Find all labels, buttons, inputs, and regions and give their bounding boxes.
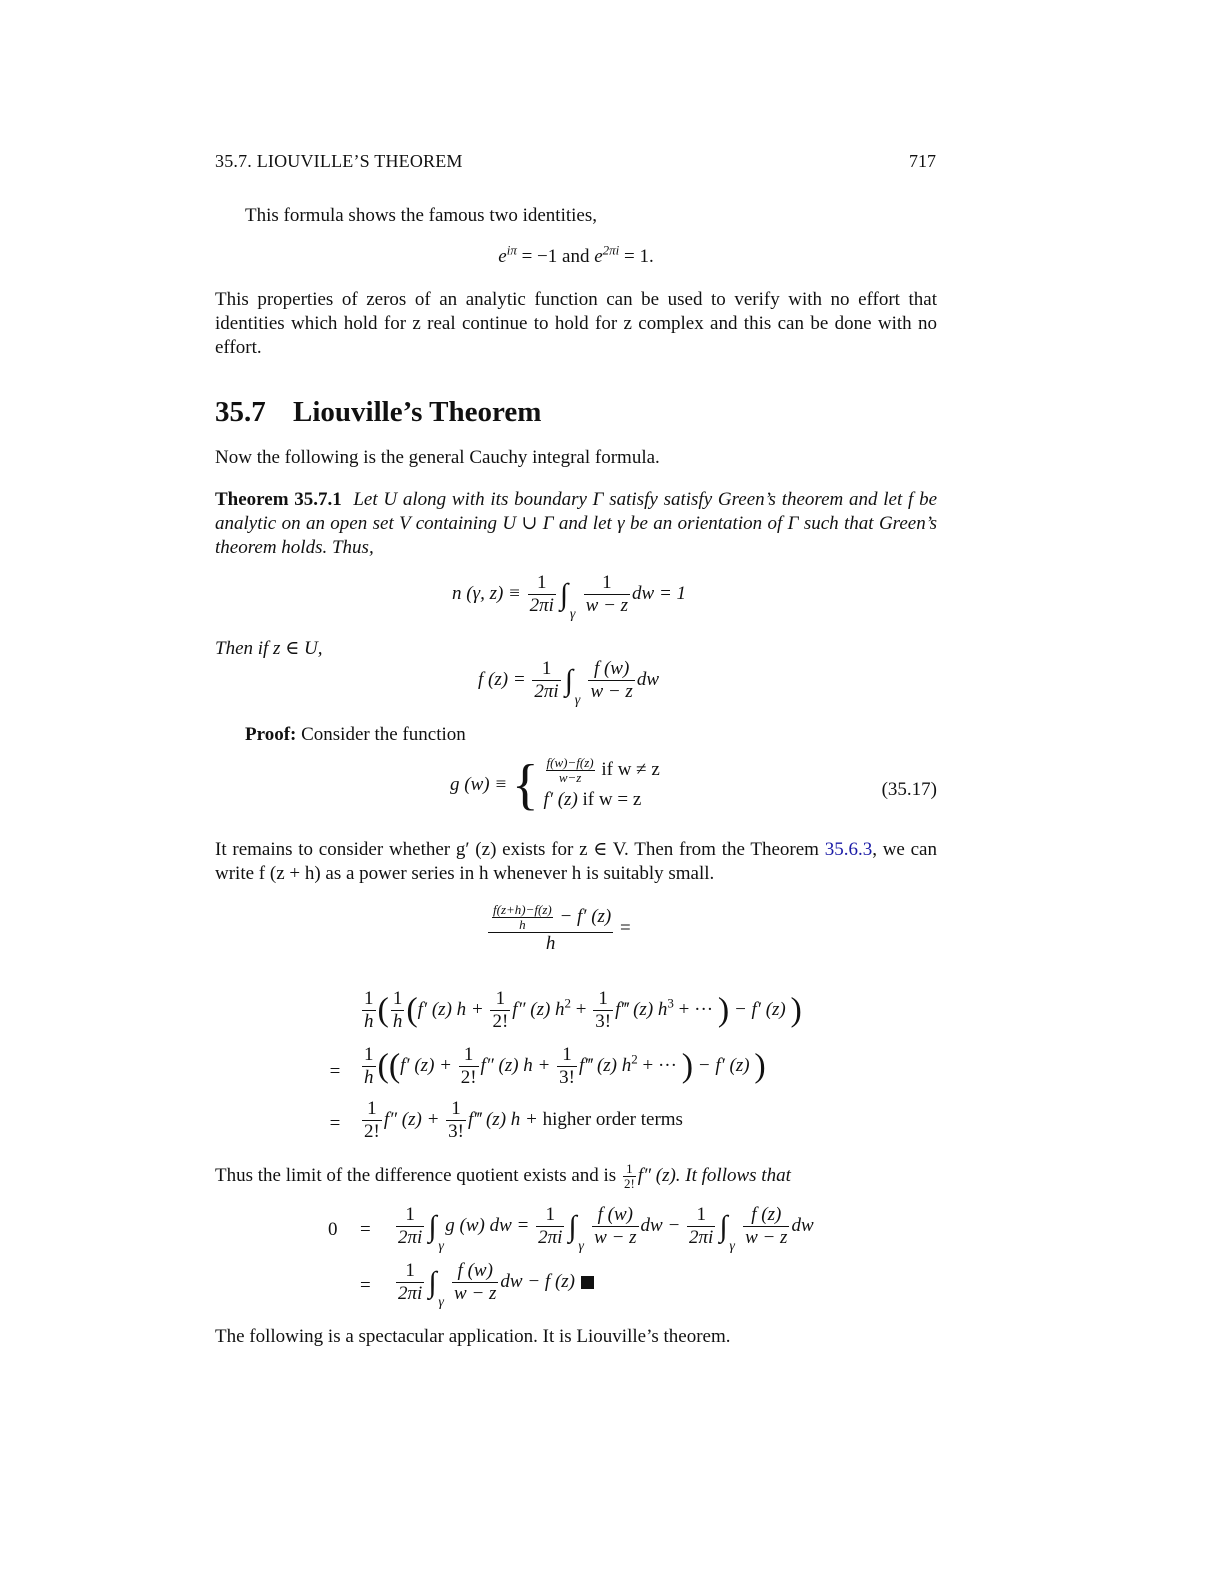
running-header: 35.7. LIOUVILLE’S THEOREM bbox=[215, 151, 463, 171]
proof-label: Proof: bbox=[245, 724, 297, 745]
final-equals-1: = bbox=[360, 1219, 371, 1240]
align-equals-3: = bbox=[329, 1113, 341, 1134]
paragraph-power-series: It remains to consider whether g′ (z) exists for z ∈ V. Then from the Theorem 35.6.3, we can write f (z + h) as a power series in h whenever h is suitably small. bbox=[215, 839, 937, 884]
expansion-line-3: $\frac{1}{2!}$ f″ (z) + $\frac{1}{3!}$ f‴ (z) h + higher order terms bbox=[364, 1098, 683, 1142]
equation-cauchy-formula: f (z) = $\frac{1}{2\pi i}$ ∫ γ $\frac{f (w)}{w - z}$ dw bbox=[478, 658, 660, 708]
final-line-1: $\frac{1}{2\pi i}$ ∫ γ g (w) dw = $\frac{1}{2\pi i}$ ∫ γ $\frac{f (w)}{w - z}$ dw − $\frac{1}{2\pi i}$ ∫ γ $\frac{f (z)}{w - z}$ dw bbox=[398, 1204, 814, 1254]
theorem-statement bbox=[215, 488, 937, 560]
expansion-line-2: $\frac{1}{h}$ ((f′ (z) + $\frac{1}{2!}$ f″ (z) h + $\frac{1}{3!}$ f‴ (z) $h^2$ + ··· ) − f′ (z) ) bbox=[364, 1044, 766, 1088]
final-equals-2: = bbox=[360, 1275, 371, 1296]
paragraph-zeros-properties: This properties of zeros of an analytic function can be used to verify with no effort that identities which hold for z real continue to hold for z complex and this can be done with no effort. bbox=[215, 289, 937, 358]
page-number: 717 bbox=[909, 151, 936, 171]
expansion-line-1: $\frac{1}{h}$ ( $\frac{1}{h}$ (f′ (z) h + $\frac{1}{2!}$ f″ (z) $h^2$ + $\frac{1}{3!}$ f‴ (z) $h^3$ + ··· ) − f′ (z) ) bbox=[364, 988, 802, 1032]
then-text: Then if z ∈ U, bbox=[215, 638, 323, 659]
theorem-label: Theorem 35.7.1 bbox=[215, 489, 342, 510]
paragraph-cauchy-intro: Now the following is the general Cauchy integral formula. bbox=[215, 447, 660, 468]
section-heading bbox=[215, 395, 541, 429]
equation-winding-number: n (γ, z) ≡ $\frac{1}{2\pi i}$ ∫ γ $\frac{1}{w - z}$ dw = 1 bbox=[452, 572, 687, 622]
align-equals-2: = bbox=[329, 1061, 341, 1082]
equation-g-definition: g (w) ≡ { $\frac{f(w)-f(z)}{w-z}$ if w ≠ z f′ (z) if w = z bbox=[450, 754, 660, 817]
final-zero: 0 bbox=[328, 1219, 338, 1240]
equation-number: (35.17) bbox=[881, 779, 937, 800]
equation-euler-identities: $e^{i\pi} = -1$ and $e^{2\pi i} = 1$. bbox=[498, 242, 654, 267]
paragraph-identities-intro: This formula shows the famous two identities, bbox=[245, 205, 597, 226]
paragraph-limit: Thus the limit of the difference quotient exists and is $\frac{1}{2!}$ f″ (z). It follows that bbox=[215, 1161, 791, 1191]
theorem-text: Let U along with its boundary Γ satisfy satisfy Green’s theorem and let f be analytic on an open set V containing U ∪ Γ and let γ be an orientation of Γ such that Green’s theorem holds. Thus, bbox=[215, 489, 938, 558]
theorem-reference-link[interactable]: 35.6.3 bbox=[824, 839, 873, 860]
qed-square bbox=[581, 1276, 594, 1289]
proof-intro: Proof: Consider the function bbox=[245, 724, 466, 745]
equation-difference-quotient: $\frac{f(z+h)-f(z)}{h}$ − f′ (z) h = bbox=[486, 903, 631, 955]
section-title: Liouville’s Theorem bbox=[293, 396, 542, 428]
final-line-2: $\frac{1}{2\pi i}$ ∫ γ $\frac{f (w)}{w - z}$ dw − f (z) bbox=[394, 1260, 594, 1305]
paragraph-liouville-intro: The following is a spectacular application. It is Liouville’s theorem. bbox=[215, 1326, 731, 1347]
section-number: 35.7 bbox=[215, 396, 266, 428]
